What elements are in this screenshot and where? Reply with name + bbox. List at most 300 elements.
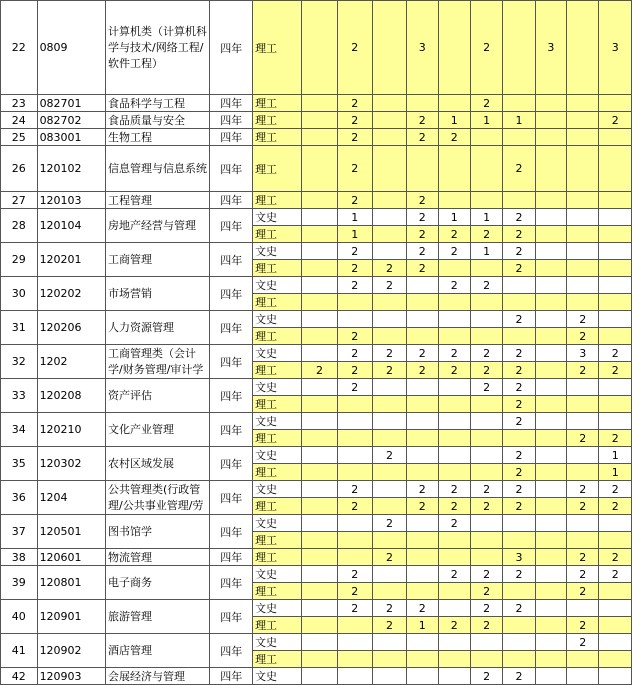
- quota-cell: 2: [438, 498, 470, 515]
- quota-cell: 2: [302, 362, 337, 379]
- row-number: 24: [1, 112, 38, 129]
- quota-cell: [535, 634, 566, 651]
- quota-cell: 1: [599, 464, 632, 481]
- subject-category: 文史: [253, 311, 302, 328]
- study-years: 四年: [210, 1, 253, 95]
- table-row: [1, 243, 632, 260]
- quota-cell: [407, 583, 438, 600]
- quota-cell: [438, 464, 470, 481]
- quota-cell: [438, 95, 470, 112]
- row-number: 37: [1, 515, 38, 549]
- quota-cell: [503, 430, 535, 447]
- study-years: 四年: [210, 634, 253, 668]
- quota-cell: [372, 634, 406, 651]
- quota-cell: [302, 192, 337, 209]
- quota-cell: 2: [567, 311, 599, 328]
- quota-cell: 2: [503, 464, 535, 481]
- quota-cell: 2: [372, 515, 406, 532]
- quota-cell: [535, 396, 566, 413]
- table-row: [1, 549, 632, 566]
- subject-category: 文史: [253, 345, 302, 362]
- quota-cell: [438, 600, 470, 617]
- quota-cell: 2: [407, 129, 438, 146]
- quota-cell: [438, 549, 470, 566]
- quota-cell: [337, 668, 372, 685]
- quota-cell: [470, 464, 502, 481]
- quota-cell: 2: [503, 146, 535, 192]
- quota-cell: [470, 413, 502, 430]
- subject-category: 理工: [253, 362, 302, 379]
- quota-cell: [567, 294, 599, 311]
- quota-cell: [535, 112, 566, 129]
- quota-cell: [535, 260, 566, 277]
- major-name: 工商管理类（会计学/财务管理/审计学: [106, 345, 210, 379]
- quota-cell: [567, 192, 599, 209]
- quota-cell: [302, 566, 337, 583]
- subject-category: 理工: [253, 226, 302, 243]
- quota-cell: 2: [372, 447, 406, 464]
- quota-cell: [372, 209, 406, 226]
- quota-cell: [302, 1, 337, 95]
- quota-cell: 2: [337, 481, 372, 498]
- quota-cell: [567, 396, 599, 413]
- quota-cell: [599, 243, 632, 260]
- quota-cell: [407, 668, 438, 685]
- subject-category: 文史: [253, 243, 302, 260]
- quota-cell: 2: [599, 430, 632, 447]
- table-row: [1, 345, 632, 362]
- major-name: 图书馆学: [106, 515, 210, 549]
- subject-category: 文史: [253, 634, 302, 651]
- quota-cell: [372, 311, 406, 328]
- quota-cell: 2: [337, 243, 372, 260]
- major-code: 120902: [37, 634, 105, 668]
- quota-cell: [337, 396, 372, 413]
- study-years: 四年: [210, 192, 253, 209]
- quota-cell: [372, 651, 406, 668]
- quota-cell: 2: [470, 379, 502, 396]
- quota-cell: 2: [470, 498, 502, 515]
- quota-cell: [535, 146, 566, 192]
- quota-cell: [302, 396, 337, 413]
- row-number: 27: [1, 192, 38, 209]
- subject-category: 理工: [253, 651, 302, 668]
- major-code: 120210: [37, 413, 105, 447]
- quota-cell: [599, 311, 632, 328]
- quota-cell: 2: [337, 379, 372, 396]
- quota-cell: 2: [337, 1, 372, 95]
- quota-cell: [302, 209, 337, 226]
- quota-cell: [438, 396, 470, 413]
- major-name: 市场营销: [106, 277, 210, 311]
- major-name: 会展经济与管理: [106, 668, 210, 685]
- subject-category: 理工: [253, 112, 302, 129]
- study-years: 四年: [210, 566, 253, 600]
- major-code: 120601: [37, 549, 105, 566]
- quota-cell: 2: [372, 345, 406, 362]
- quota-cell: [599, 328, 632, 345]
- quota-cell: 2: [503, 600, 535, 617]
- quota-cell: 2: [599, 498, 632, 515]
- row-number: 36: [1, 481, 38, 515]
- quota-cell: 2: [503, 362, 535, 379]
- quota-cell: 2: [372, 362, 406, 379]
- quota-cell: [535, 294, 566, 311]
- quota-cell: [599, 129, 632, 146]
- major-name: 电子商务: [106, 566, 210, 600]
- quota-cell: 2: [438, 226, 470, 243]
- quota-cell: [470, 651, 502, 668]
- quota-cell: [535, 430, 566, 447]
- major-name: 酒店管理: [106, 634, 210, 668]
- major-code: 120208: [37, 379, 105, 413]
- quota-cell: 2: [503, 447, 535, 464]
- quota-cell: [302, 129, 337, 146]
- major-name: 计算机类（计算机科学与技术/网络工程/软件工程）: [106, 1, 210, 95]
- quota-cell: [470, 396, 502, 413]
- quota-cell: 2: [470, 1, 502, 95]
- subject-category: 理工: [253, 396, 302, 413]
- quota-cell: [567, 1, 599, 95]
- major-code: 120202: [37, 277, 105, 311]
- row-number: 32: [1, 345, 38, 379]
- quota-cell: [407, 634, 438, 651]
- study-years: 四年: [210, 413, 253, 447]
- quota-cell: 2: [337, 345, 372, 362]
- row-number: 28: [1, 209, 38, 243]
- quota-cell: [599, 600, 632, 617]
- quota-cell: [438, 583, 470, 600]
- subject-category: 理工: [253, 498, 302, 515]
- quota-cell: [337, 294, 372, 311]
- study-years: 四年: [210, 311, 253, 345]
- quota-cell: [407, 311, 438, 328]
- subject-category: 文史: [253, 209, 302, 226]
- quota-cell: 2: [503, 209, 535, 226]
- study-years: 四年: [210, 129, 253, 146]
- quota-cell: 2: [438, 129, 470, 146]
- quota-cell: [337, 413, 372, 430]
- quota-cell: [302, 294, 337, 311]
- quota-cell: 2: [407, 345, 438, 362]
- quota-cell: 2: [438, 345, 470, 362]
- quota-cell: 2: [470, 481, 502, 498]
- quota-cell: [503, 634, 535, 651]
- quota-cell: [407, 464, 438, 481]
- quota-cell: [302, 95, 337, 112]
- quota-cell: [599, 95, 632, 112]
- quota-cell: [535, 532, 566, 549]
- study-years: 四年: [210, 447, 253, 481]
- quota-cell: [599, 294, 632, 311]
- quota-cell: 2: [470, 583, 502, 600]
- quota-cell: [407, 651, 438, 668]
- quota-cell: [337, 549, 372, 566]
- study-years: 四年: [210, 481, 253, 515]
- major-code: 120903: [37, 668, 105, 685]
- quota-cell: 1: [337, 226, 372, 243]
- row-number: 31: [1, 311, 38, 345]
- row-number: 29: [1, 243, 38, 277]
- quota-cell: 2: [407, 112, 438, 129]
- quota-cell: [407, 566, 438, 583]
- quota-cell: [535, 192, 566, 209]
- quota-cell: 2: [407, 260, 438, 277]
- quota-cell: [599, 413, 632, 430]
- quota-cell: 2: [470, 277, 502, 294]
- quota-cell: [372, 95, 406, 112]
- quota-cell: [407, 328, 438, 345]
- quota-cell: [407, 379, 438, 396]
- study-years: 四年: [210, 345, 253, 379]
- quota-cell: [302, 515, 337, 532]
- quota-cell: [599, 532, 632, 549]
- quota-cell: [407, 396, 438, 413]
- quota-cell: 2: [503, 498, 535, 515]
- quota-cell: [503, 277, 535, 294]
- quota-cell: [372, 379, 406, 396]
- quota-cell: [599, 668, 632, 685]
- major-code: 083001: [37, 129, 105, 146]
- quota-cell: [567, 260, 599, 277]
- subject-category: 理工: [253, 1, 302, 95]
- quota-cell: 2: [567, 498, 599, 515]
- quota-cell: 2: [372, 277, 406, 294]
- subject-category: 文史: [253, 515, 302, 532]
- subject-category: 文史: [253, 668, 302, 685]
- quota-cell: 2: [567, 634, 599, 651]
- study-years: 四年: [210, 209, 253, 243]
- quota-cell: [567, 668, 599, 685]
- major-name: 旅游管理: [106, 600, 210, 634]
- quota-cell: [535, 583, 566, 600]
- subject-category: 文史: [253, 447, 302, 464]
- quota-cell: [503, 95, 535, 112]
- major-code: 120901: [37, 600, 105, 634]
- quota-cell: 2: [407, 600, 438, 617]
- quota-cell: [567, 464, 599, 481]
- quota-cell: 2: [567, 481, 599, 498]
- quota-cell: [372, 481, 406, 498]
- quota-cell: [372, 129, 406, 146]
- quota-cell: [567, 226, 599, 243]
- quota-cell: 2: [503, 243, 535, 260]
- quota-cell: [535, 129, 566, 146]
- quota-cell: [302, 311, 337, 328]
- quota-cell: [535, 277, 566, 294]
- quota-cell: [503, 651, 535, 668]
- quota-cell: [337, 651, 372, 668]
- row-number: 40: [1, 600, 38, 634]
- subject-category: 文史: [253, 600, 302, 617]
- quota-cell: [470, 430, 502, 447]
- quota-cell: [438, 447, 470, 464]
- major-name: 工程管理: [106, 192, 210, 209]
- quota-cell: [535, 413, 566, 430]
- quota-cell: [302, 243, 337, 260]
- quota-cell: 2: [567, 328, 599, 345]
- quota-cell: [337, 447, 372, 464]
- quota-cell: 2: [567, 549, 599, 566]
- quota-cell: [535, 566, 566, 583]
- quota-cell: 2: [407, 226, 438, 243]
- quota-cell: [438, 311, 470, 328]
- quota-cell: 2: [372, 617, 406, 634]
- quota-cell: 3: [503, 549, 535, 566]
- quota-cell: 2: [337, 277, 372, 294]
- quota-cell: [470, 532, 502, 549]
- row-number: 22: [1, 1, 38, 95]
- quota-cell: 2: [470, 668, 502, 685]
- quota-cell: [438, 634, 470, 651]
- quota-cell: [302, 112, 337, 129]
- quota-cell: [503, 532, 535, 549]
- quota-cell: 2: [337, 112, 372, 129]
- quota-cell: [302, 668, 337, 685]
- quota-cell: 3: [407, 1, 438, 95]
- quota-cell: [372, 328, 406, 345]
- quota-cell: [535, 362, 566, 379]
- quota-cell: [438, 1, 470, 95]
- quota-cell: 2: [503, 396, 535, 413]
- quota-cell: 2: [337, 328, 372, 345]
- quota-cell: [535, 617, 566, 634]
- quota-cell: [470, 294, 502, 311]
- quota-cell: [470, 447, 502, 464]
- quota-cell: [302, 481, 337, 498]
- quota-cell: [372, 430, 406, 447]
- subject-category: 理工: [253, 328, 302, 345]
- quota-cell: 2: [567, 617, 599, 634]
- table-row: [1, 447, 632, 464]
- quota-cell: 2: [599, 549, 632, 566]
- subject-category: 文史: [253, 413, 302, 430]
- quota-cell: [567, 277, 599, 294]
- quota-cell: [407, 532, 438, 549]
- major-code: 082701: [37, 95, 105, 112]
- quota-cell: 2: [567, 430, 599, 447]
- quota-cell: [337, 430, 372, 447]
- subject-category: 理工: [253, 294, 302, 311]
- quota-cell: 2: [372, 549, 406, 566]
- quota-cell: [302, 379, 337, 396]
- quota-cell: [599, 209, 632, 226]
- row-number: 41: [1, 634, 38, 668]
- quota-cell: [503, 129, 535, 146]
- major-code: 1202: [37, 345, 105, 379]
- quota-cell: [337, 617, 372, 634]
- quota-cell: 2: [407, 362, 438, 379]
- quota-cell: 2: [503, 260, 535, 277]
- quota-cell: [567, 95, 599, 112]
- quota-cell: [302, 464, 337, 481]
- quota-cell: 2: [503, 566, 535, 583]
- row-number: 38: [1, 549, 38, 566]
- quota-cell: [599, 583, 632, 600]
- quota-cell: [599, 396, 632, 413]
- quota-cell: [372, 566, 406, 583]
- quota-cell: [567, 532, 599, 549]
- subject-category: 理工: [253, 464, 302, 481]
- quota-cell: 2: [337, 260, 372, 277]
- study-years: 四年: [210, 668, 253, 685]
- subject-category: 理工: [253, 146, 302, 192]
- study-years: 四年: [210, 515, 253, 549]
- quota-cell: 2: [599, 112, 632, 129]
- major-code: 1204: [37, 481, 105, 515]
- quota-cell: [302, 583, 337, 600]
- quota-cell: [535, 311, 566, 328]
- quota-cell: [535, 498, 566, 515]
- quota-cell: 1: [438, 112, 470, 129]
- quota-cell: 2: [407, 498, 438, 515]
- major-name: 生物工程: [106, 129, 210, 146]
- quota-cell: 2: [337, 362, 372, 379]
- subject-category: 文史: [253, 277, 302, 294]
- quota-cell: [599, 226, 632, 243]
- quota-cell: 2: [470, 617, 502, 634]
- subject-category: 文史: [253, 379, 302, 396]
- quota-cell: 2: [407, 192, 438, 209]
- quota-cell: [470, 634, 502, 651]
- quota-cell: 2: [337, 583, 372, 600]
- table-row: [1, 146, 632, 192]
- quota-cell: [567, 129, 599, 146]
- table-row: [1, 1, 632, 95]
- quota-cell: [503, 294, 535, 311]
- quota-cell: [302, 651, 337, 668]
- major-name: 文化产业管理: [106, 413, 210, 447]
- quota-cell: [470, 260, 502, 277]
- table-row: [1, 379, 632, 396]
- quota-cell: [302, 549, 337, 566]
- quota-cell: [407, 447, 438, 464]
- quota-cell: [302, 430, 337, 447]
- quota-cell: [535, 379, 566, 396]
- quota-cell: 1: [438, 209, 470, 226]
- quota-cell: [567, 600, 599, 617]
- major-name: 农村区域发展: [106, 447, 210, 481]
- major-name: 食品科学与工程: [106, 95, 210, 112]
- major-code: 120801: [37, 566, 105, 600]
- quota-cell: [407, 549, 438, 566]
- quota-cell: [470, 311, 502, 328]
- quota-cell: [503, 328, 535, 345]
- major-name: 人力资源管理: [106, 311, 210, 345]
- table-row: [1, 192, 632, 209]
- quota-cell: 3: [599, 1, 632, 95]
- table-row: [1, 566, 632, 583]
- quota-cell: [503, 515, 535, 532]
- quota-cell: 1: [470, 243, 502, 260]
- quota-cell: [407, 413, 438, 430]
- quota-cell: [372, 243, 406, 260]
- quota-cell: [372, 226, 406, 243]
- quota-cell: [438, 146, 470, 192]
- major-code: 120501: [37, 515, 105, 549]
- major-name: 信息管理与信息系统: [106, 146, 210, 192]
- major-code: 120206: [37, 311, 105, 345]
- quota-cell: 2: [372, 260, 406, 277]
- quota-cell: [535, 447, 566, 464]
- quota-cell: [407, 277, 438, 294]
- quota-cell: [372, 464, 406, 481]
- quota-cell: [535, 651, 566, 668]
- quota-cell: 2: [567, 362, 599, 379]
- quota-cell: [438, 328, 470, 345]
- quota-cell: 2: [438, 481, 470, 498]
- quota-cell: [372, 668, 406, 685]
